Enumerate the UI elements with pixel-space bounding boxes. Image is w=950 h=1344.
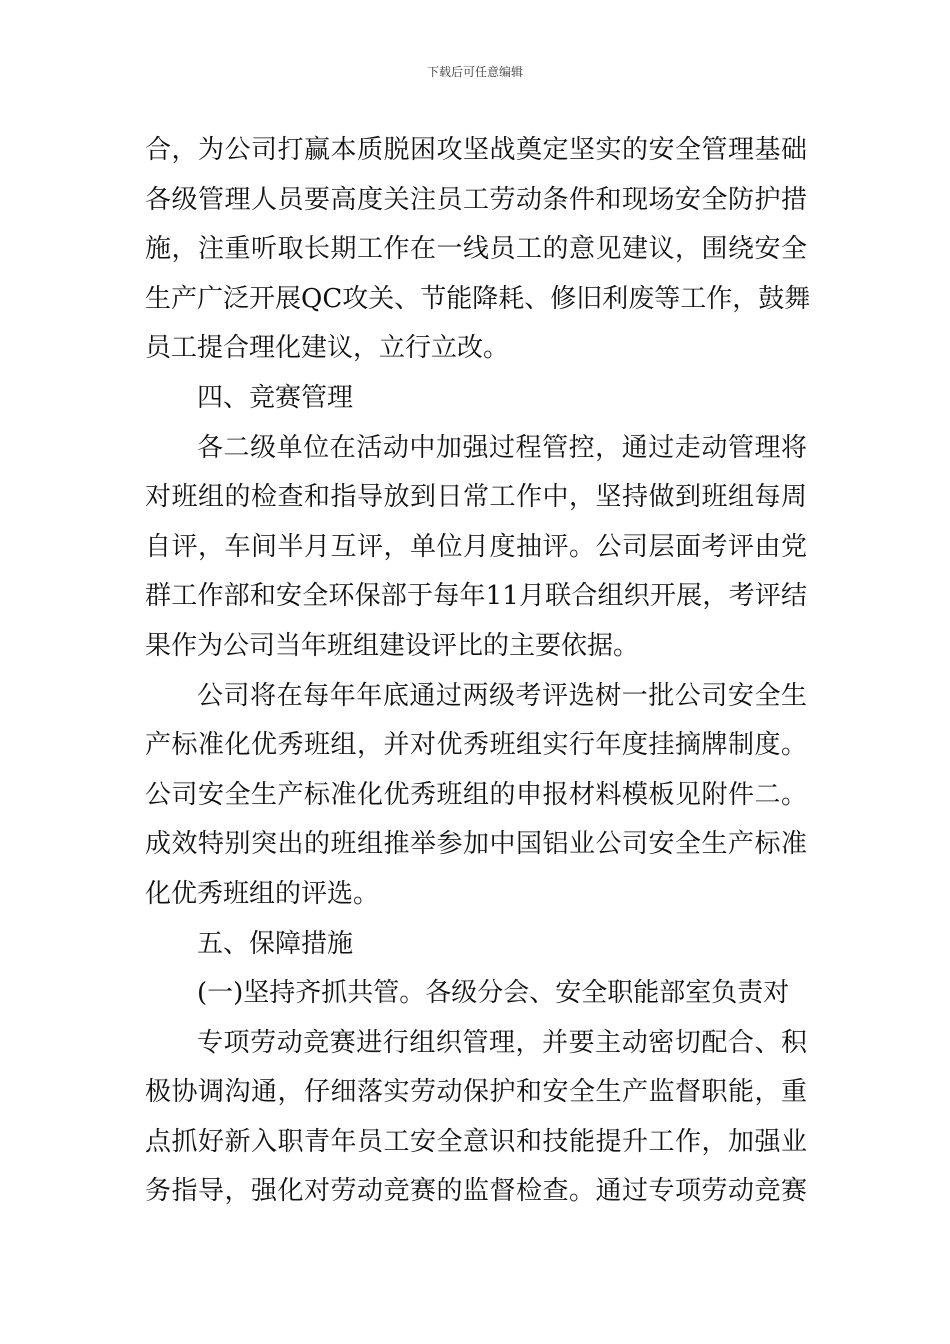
text-line [145, 1019, 807, 1069]
text-line-content: 各二级单位在活动中加强过程管控，通过走动管理将 [197, 432, 807, 463]
text-line-content: 极协调沟通，仔细落实劳动保护和安全生产监督职能，重 [145, 1077, 807, 1108]
text-line [145, 176, 807, 226]
text-line [145, 820, 807, 870]
text-line-content: 务指导，强化对劳动竞赛的监督检查。通过专项劳动竞赛 [145, 1176, 807, 1207]
text-line [145, 672, 807, 722]
text-line [145, 275, 811, 325]
text-line-content: (一)坚持齐抓共管。各级分会、安全职能部室负责对 [197, 978, 790, 1009]
text-line-content: 群工作部和安全环保部于每年11月联合组织开展，考评结 [145, 581, 807, 612]
text-line [145, 126, 807, 176]
text-line-content: 专项劳动竞赛进行组织管理，并要主动密切配合、积 [197, 1027, 807, 1058]
text-line-content: 施，注重听取长期工作在一线员工的意见建议，围绕安全 [145, 234, 807, 265]
text-line-content: 公司安全生产标准化优秀班组的申报材料模板见附件二。 [145, 779, 807, 810]
text-line [145, 424, 807, 474]
text-line-content: 产标准化优秀班组，并对优秀班组实行年度挂摘牌制度。 [145, 730, 807, 761]
text-line-content: 各级管理人员要高度关注员工劳动条件和现场安全防护措 [145, 184, 807, 215]
page-header-note: 下载后可任意编辑 [426, 65, 523, 79]
text-line [145, 969, 807, 1019]
text-line [145, 920, 807, 970]
text-line [145, 622, 807, 672]
text-line [145, 721, 807, 771]
text-line-content: 点抓好新入职青年员工安全意识和技能提升工作，加强业 [145, 1126, 807, 1157]
text-line [145, 1118, 807, 1168]
text-line-content: 合，为公司打赢本质脱困攻坚战奠定坚实的安全管理基础 [145, 135, 807, 165]
text-line-content: 成效特别突出的班组推举参加中国铝业公司安全生产标准 [145, 829, 807, 860]
text-line [145, 225, 807, 275]
text-line [145, 1167, 807, 1217]
text-line [145, 473, 807, 523]
text-line-content: 对班组的检查和指导放到日常工作中，坚持做到班组每周 [145, 482, 807, 513]
document-body [145, 126, 811, 1217]
text-line [145, 324, 807, 374]
text-line-content: 员工提合理化建议，立行立改。 [145, 333, 510, 364]
text-line-content: 生产广泛开展QC攻关、节能降耗、修旧利废等工作，鼓舞 [145, 283, 811, 314]
text-line [145, 374, 807, 424]
text-line [145, 771, 807, 821]
text-line [145, 572, 807, 622]
text-line [145, 523, 807, 573]
text-line-content: 化优秀班组的评选。 [145, 878, 380, 909]
text-line-content: 五、保障措施 [197, 928, 354, 959]
text-line-content: 四、竞赛管理 [197, 382, 354, 413]
text-line-content: 果作为公司当年班组建设评比的主要依据。 [145, 630, 640, 661]
text-line [145, 1068, 807, 1118]
text-line-content: 自评，车间半月互评，单位月度抽评。公司层面考评由党 [145, 531, 807, 562]
text-line [145, 870, 807, 920]
text-line-content: 公司将在每年年底通过两级考评选树一批公司安全生 [197, 680, 807, 711]
